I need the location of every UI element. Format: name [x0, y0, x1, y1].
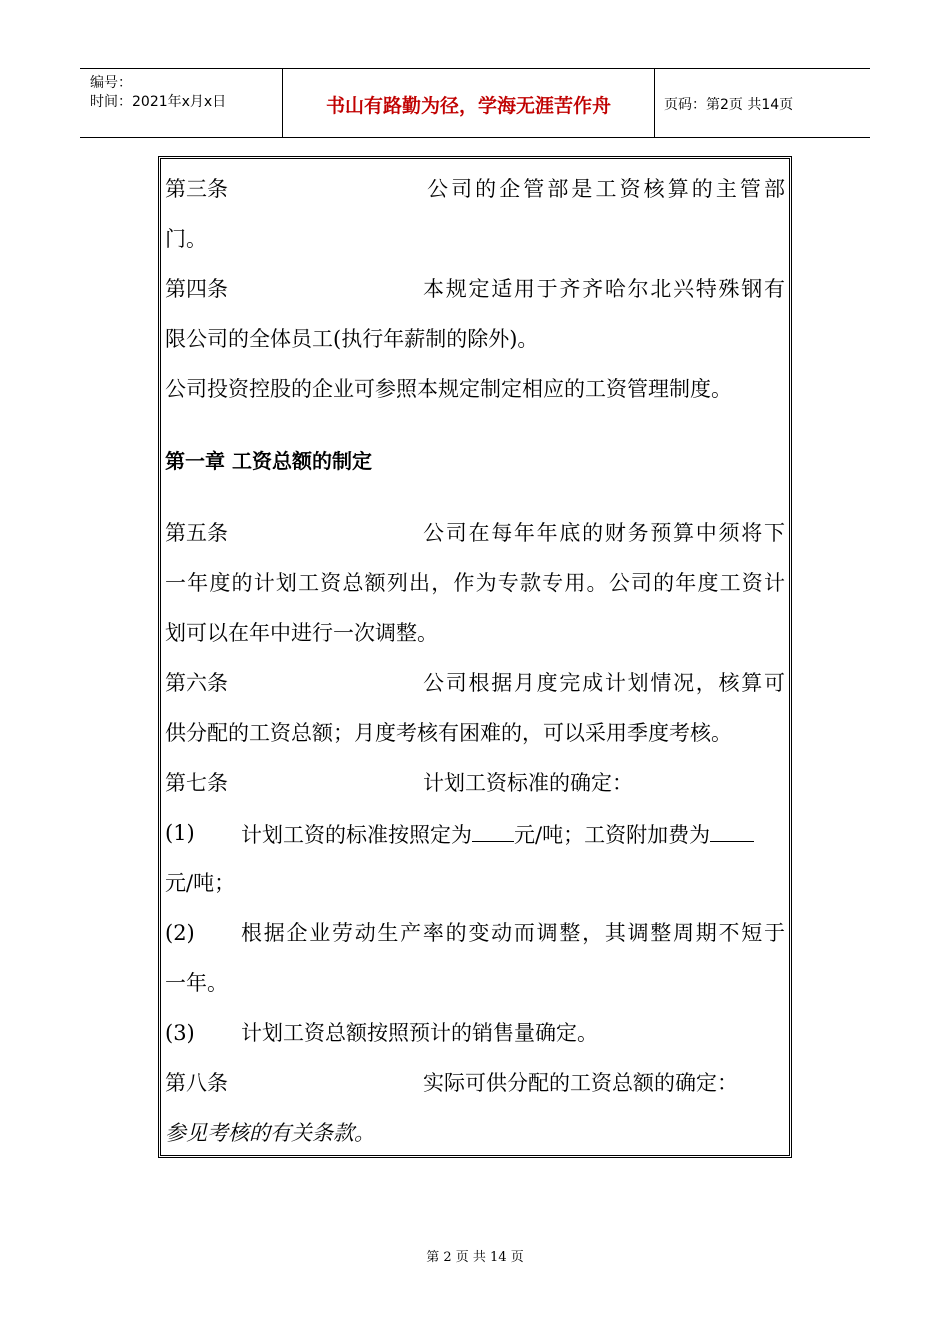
article-label: 第三条	[165, 177, 228, 201]
article-label: 第四条	[165, 277, 228, 301]
article-label: 第八条	[165, 1071, 228, 1095]
article-label: 第六条	[165, 671, 228, 695]
article-text: 公司根据月度完成计划情况，核算可	[423, 671, 785, 695]
article-text: 公司的企管部是工资核算的主管部	[427, 177, 785, 201]
article-3-continued: 门。	[165, 227, 207, 251]
item-text-part1: 计划工资的标准按照定为	[241, 823, 472, 847]
paragraph-invest: 公司投资控股的企业可参照本规定制定相应的工资管理制度。	[165, 377, 732, 401]
article-label: 第七条	[165, 771, 228, 795]
item-1-continued: 元/吨；	[165, 871, 236, 895]
date-label: 时间：2021年x月x日	[90, 94, 227, 110]
article-6-continued: 供分配的工资总额；月度考核有困难的，可以采用季度考核。	[165, 721, 732, 745]
item-number: (1)	[165, 821, 195, 845]
fill-blank	[710, 819, 754, 842]
item-text-part2: 元/吨；工资附加费为	[514, 823, 711, 847]
header-page-info: 页码：第2页 共14页	[664, 97, 794, 113]
chapter-heading: 第一章 工资总额的制定	[165, 449, 372, 473]
article-5-continued-2: 划可以在年中进行一次调整。	[165, 621, 438, 645]
article-text: 本规定适用于齐齐哈尔北兴特殊钢有	[423, 277, 785, 301]
serial-label: 编号：	[90, 75, 132, 91]
item-number: (3)	[165, 1021, 195, 1045]
item-number: (2)	[165, 921, 195, 945]
item-text: 计划工资总额按照预计的销售量确定。	[241, 1021, 598, 1045]
page-footer: 第 2 页 共 14 页	[426, 1250, 524, 1265]
item-2-continued: 一年。	[165, 971, 228, 995]
article-4-continued: 限公司的全体员工(执行年薪制的除外)。	[165, 327, 539, 351]
fill-blank	[472, 819, 514, 842]
item-text: 根据企业劳动生产率的变动而调整，其调整周期不短于	[241, 921, 785, 945]
article-text: 实际可供分配的工资总额的确定：	[423, 1071, 738, 1095]
page-header	[80, 68, 870, 138]
header-motto: 书山有路勤为径，学海无涯苦作舟	[325, 95, 611, 117]
article-5-continued: 一年度的计划工资总额列出，作为专款专用。公司的年度工资计	[165, 571, 785, 595]
note-reference: 参见考核的有关条款。	[165, 1121, 375, 1145]
article-label: 第五条	[165, 521, 228, 545]
content-box	[158, 156, 792, 1158]
article-text: 计划工资标准的确定：	[423, 771, 633, 795]
item-text	[241, 819, 754, 849]
article-text: 公司在每年年底的财务预算中须将下	[423, 521, 785, 545]
header-divider	[654, 69, 655, 137]
